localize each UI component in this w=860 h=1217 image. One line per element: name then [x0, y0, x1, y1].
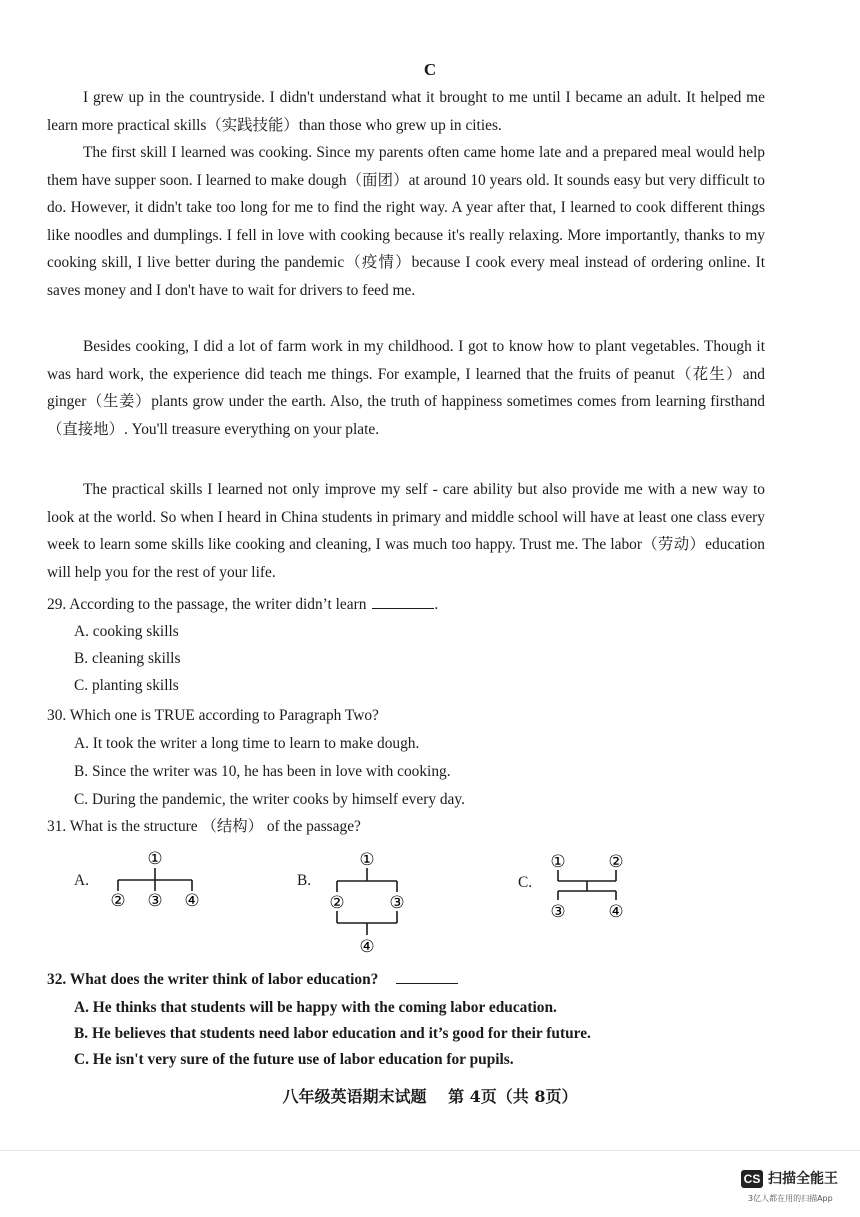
paragraph-2-text: The first skill I learned was cooking. Since my parents often came home late and a prepared meal would help them have supper soon. I learned to make dough（面团）at around 10 years old. It sounds easy but very difficult to do. However, it didn't take too long for me to find the right way. A year after that, I learned to cook different things like noodles and dumplings. I fell in love with cooking because it's really relaxing. More importantly, thanks to my cooking skill, I live better during the pandemic（疫情）because I cook every meal instead of ordering online. It saves money and I don't have to wait for drivers to feed me. [47, 144, 765, 299]
passage-paragraph-1 [47, 84, 765, 139]
option-29-a[interactable]: A. cooking skills [74, 623, 179, 640]
node-3: ③ [389, 893, 405, 913]
passage-paragraph-3 [47, 333, 765, 443]
node-4: ④ [608, 902, 624, 922]
question-31-stem: 31. What is the structure （结构） of the passage? [47, 818, 361, 835]
section-letter: C [423, 60, 437, 79]
node-1: ① [359, 850, 375, 870]
question-29-stem: 29. According to the passage, the writer didn’t learn [47, 596, 367, 613]
node-2: ② [608, 852, 624, 872]
option-32-c[interactable]: C. He isn't very sure of the future use of labor education for pupils. [74, 1051, 514, 1068]
option-32-a[interactable]: A. He thinks that students will be happy with the coming labor education. [74, 999, 557, 1016]
structure-diagram-b[interactable] [322, 848, 412, 958]
node-2: ② [329, 893, 345, 913]
divider [0, 1150, 860, 1151]
answer-blank[interactable] [396, 971, 458, 984]
scanner-tagline: 3亿人都在用的扫描App [748, 1194, 833, 1203]
option-29-b[interactable]: B. cleaning skills [74, 650, 181, 667]
option-30-a[interactable]: A. It took the writer a long time to learn to make dough. [74, 735, 420, 752]
page-footer: 八年级英语期末试题 第 4页（共 8页） [282, 1087, 578, 1106]
node-4: ④ [359, 937, 375, 957]
option-30-b[interactable]: B. Since the writer was 10, he has been in love with cooking. [74, 763, 451, 780]
paragraph-3-text: Besides cooking, I did a lot of farm work in my childhood. I got to know how to plant vegetables. Though it was hard work, the experience did teach me things. For example, I learned that the fruits of peanut（花生）and ginger（生姜）plants grow under the earth. Also, the truth of happiness sometimes comes from learning firsthand（直接地）. You'll treasure everything on your plate. [47, 338, 765, 438]
node-3: ③ [147, 891, 163, 910]
option-30-c[interactable]: C. During the pandemic, the writer cooks by himself every day. [74, 791, 465, 808]
node-2: ② [110, 891, 126, 910]
option-31-c-label[interactable]: C. [518, 874, 533, 891]
passage-paragraph-4 [47, 476, 765, 586]
paragraph-1-text: I grew up in the countryside. I didn't understand what it brought to me until I became an adult. It helped me learn more practical skills（实践技能）than those who grew up in cities. [47, 89, 765, 134]
scanner-app-name: 扫描全能王 [768, 1171, 838, 1187]
camscanner-logo-icon: CS [741, 1170, 763, 1188]
answer-blank[interactable] [372, 596, 434, 609]
node-1: ① [550, 852, 566, 872]
option-32-b[interactable]: B. He believes that students need labor education and it’s good for their future. [74, 1025, 591, 1042]
question-32-stem: 32. What does the writer think of labor education? [47, 971, 379, 988]
structure-diagram-c[interactable] [540, 848, 640, 924]
passage-paragraph-2 [47, 139, 765, 305]
node-4: ④ [184, 891, 200, 910]
question-29-end: . [434, 596, 439, 613]
node-3: ③ [550, 902, 566, 922]
option-31-a-label[interactable]: A. [74, 872, 89, 889]
option-29-c[interactable]: C. planting skills [74, 677, 179, 694]
question-29 [47, 591, 438, 618]
structure-diagram-a[interactable] [100, 848, 210, 910]
node-1: ① [147, 849, 163, 869]
question-32 [47, 966, 458, 993]
question-30-stem: 30. Which one is TRUE according to Paragraph Two? [47, 707, 379, 724]
option-31-b-label[interactable]: B. [297, 872, 312, 889]
paragraph-4-text: The practical skills I learned not only improve my self - care ability but also provide me with a new way to look at the world. So when I heard in China students in primary and middle school will have at least one class every week to learn some skills like cooking and cleaning, I was much too happy. Trust me. The labor（劳动）education will help you for the rest of your life. [47, 481, 765, 581]
